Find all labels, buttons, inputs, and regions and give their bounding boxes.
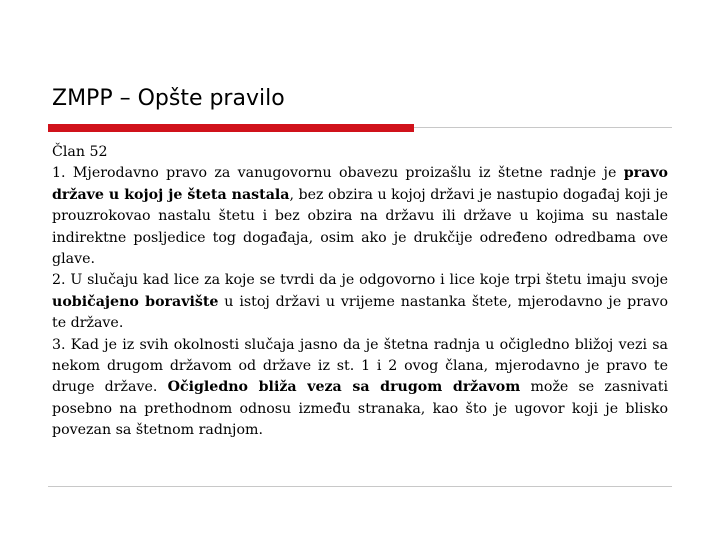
paragraph-1: [52, 163, 668, 270]
title-divider-line: [414, 127, 672, 128]
paragraph-2-bold: uobičajeno boravište: [52, 293, 219, 310]
paragraph-1-bold: pravo države u kojoj je šteta nastala: [52, 165, 668, 203]
article-heading: Član 52: [52, 144, 108, 160]
paragraph-2: [52, 270, 668, 334]
paragraph-3: [52, 335, 668, 442]
paragraph-1-tail: , bez obzira u kojoj državi je nastupio događaj koji je prouzrokovao nastalu štetu i bez obzira na državu ili države u kojima su nastale indirektne posljedice tog događaja, osim ako je drukčije određeno odredbama ove glave.: [52, 186, 668, 268]
title-accent-bar: [48, 124, 414, 132]
paragraph-2-tail: u istoj državi u vrijeme nastanka štete, mjerodavno je pravo te države.: [52, 293, 668, 332]
paragraph-3-tail: može se zasnivati posebno na prethodnom odnosu između stranaka, kao što je ugovor koji je blisko povezan sa štetnom radnjom.: [52, 379, 668, 439]
slide-title: ZMPP – Opšte pravilo: [52, 86, 285, 111]
bottom-divider-line: [48, 486, 672, 487]
article-body: [52, 142, 668, 442]
paragraph-3-lead: 3. Kad je iz svih okolnosti slučaja jasno da je štetna radnja u očigledno bližoj vezi sa nekom drugom državom od države iz st. 1 i 2 ovog člana, mjerodavno je pravo te druge države.: [52, 336, 668, 396]
paragraph-2-lead: 2. U slučaju kad lice za koje se tvrdi da je odgovorno i lice koje trpi štetu imaju svoje: [52, 272, 668, 289]
paragraph-3-bold: Očigledno bliža veza sa drugom državom: [167, 379, 521, 396]
paragraph-1-lead: 1. Mjerodavno pravo za vanugovornu obavezu proizašlu iz štetne radnje je: [52, 165, 624, 182]
